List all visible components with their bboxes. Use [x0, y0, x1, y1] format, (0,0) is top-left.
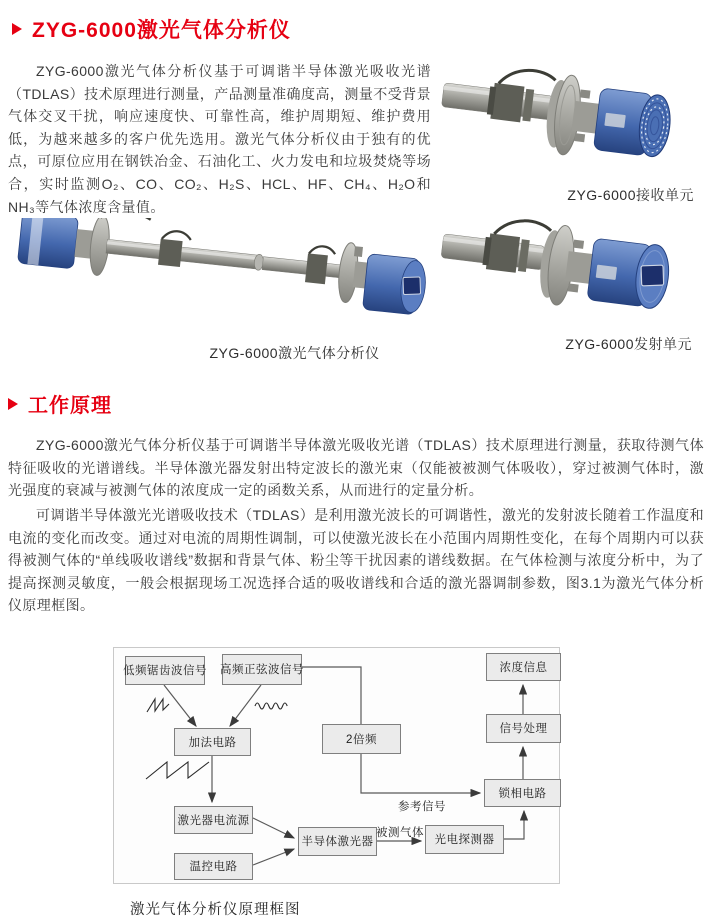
edge-label-reference-signal: 参考信号 — [398, 800, 446, 813]
intro-row — [8, 60, 704, 363]
red-triangle-icon — [12, 23, 22, 35]
diagram-node-phase-lock-circuit: 锁相电路 — [484, 779, 561, 807]
transmitter-product-image — [439, 205, 695, 327]
analyzer-caption: ZYG-6000激光气体分析仪 — [209, 345, 380, 362]
analyzer-product-image — [8, 218, 428, 334]
sawtooth-small-icon — [147, 699, 169, 712]
section2-paragraph2: 可调谐半导体激光光谱吸收技术（TDLAS）是利用激光波长的可调谐性，激光的发射波长随着工作温度和电流的变化而改变。通过对电流的周期性调制，可以使激光波长在小范围内周期性变化，在每个周期内可以获得被测气体的“单线吸收谱线”数据和背景气体、粉尘等干扰因素的谱线数据。在气体检测与浓度分析中，为了提高探测灵敏度，一般会根据现场工况选择合适的吸收谱线和合适的激光器调制参数，图3.1为激光气体分析仪原理框图。 — [8, 506, 704, 614]
diagram-node-frequency-doubler: 2倍频 — [322, 724, 401, 754]
section2-title: 工作原理 — [28, 395, 112, 418]
diagram-caption: 激光气体分析仪原理框图 — [130, 901, 301, 918]
intro-right-column — [439, 60, 704, 363]
diagram-node-low-freq-sawtooth-signal: 低频锯齿波信号 — [125, 656, 205, 685]
intro-left-column — [8, 60, 431, 363]
diagram-node-photodetector: 光电探测器 — [425, 825, 504, 854]
section2-header — [8, 389, 704, 418]
analyzer-figure — [8, 218, 431, 363]
section2-paragraph1: ZYG-6000激光气体分析仪基于可调谐半导体激光吸收光谱（TDLAS）技术原理进行测量，获取待测气体特征吸收的光谱谱线。半导体激光器发射出特定波长的激光束（仅能被被测气体吸收），穿过被测气体时，激光强度的衰减与被测气体的浓度成一定的函数关系，从而进行的定量分析。 — [8, 437, 704, 499]
sawtooth-large-icon — [146, 762, 209, 779]
edge-label-measured-gas: 被测气体 — [376, 826, 424, 839]
receiver-caption: ZYG-6000接收单元 — [567, 187, 694, 203]
section1-title: ZYG-6000激光气体分析仪 — [32, 19, 291, 42]
principle-block-diagram — [113, 647, 560, 884]
diagram-node-temperature-control: 温控电路 — [174, 853, 253, 880]
receiver-figure — [439, 60, 704, 205]
transmitter-figure — [439, 205, 704, 354]
diagram-node-adder-circuit: 加法电路 — [174, 728, 251, 756]
section1-paragraph: ZYG-6000激光气体分析仪基于可调谐半导体激光吸收光谱（TDLAS）技术原理进行测量，产品测量准确度高，测量不受背景气体交叉干扰，响应速度快、可靠性高，维护周期短、维护费用低，为越来越多的客户优先选用。激光气体分析仪由于独有的优点，可原位应用在钢铁冶金、石油化工、火力发电和垃圾焚烧等场合，实时监测O₂、CO、CO₂、H₂S、HCL、HF、CH₄、H₂O和NH₃等气体浓度含量值。 — [8, 63, 432, 215]
sine-wave-icon — [255, 703, 287, 709]
red-triangle-icon — [8, 398, 18, 410]
section1-header — [12, 14, 704, 44]
diagram-node-concentration-info: 浓度信息 — [486, 653, 561, 681]
diagram-node-signal-processing: 信号处理 — [486, 714, 561, 743]
receiver-product-image — [439, 60, 695, 178]
diagram-node-semiconductor-laser: 半导体激光器 — [298, 827, 377, 856]
diagram-node-high-freq-sine-signal: 高频正弦波信号 — [222, 654, 302, 685]
diagram-node-laser-current-source: 激光器电流源 — [174, 806, 253, 834]
transmitter-caption: ZYG-6000发射单元 — [565, 336, 692, 352]
